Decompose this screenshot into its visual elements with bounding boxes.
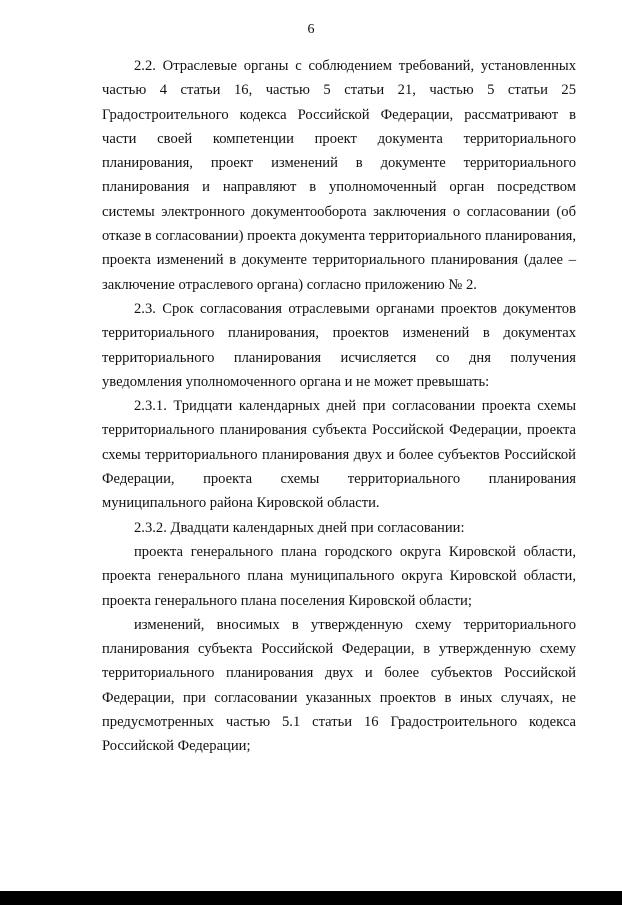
- paragraph-2-3-2: 2.3.2. Двадцати календарных дней при согласовании:: [134, 519, 465, 536]
- document-body: [102, 54, 576, 759]
- scan-bottom-edge: [0, 891, 622, 905]
- paragraph-2-2: 2.2. Отраслевые органы с соблюдением требований, установленных частью 4 статьи 16, частью 5 статьи 21, частью 5 статьи 25 Градостроительного кодекса Российской Федерации, рассматривают в части своей компетенции проект документа территориального планирования, проект изменений в документе территориального планирования и направляют в уполномоченный орган посредством системы электронного документооборота заключения о согласовании (об отказе в согласовании) проекта документа территориального планирования, проекта изменений в документе территориального планирования (далее – заключение отраслевого органа) согласно приложению № 2.: [102, 58, 576, 293]
- page-number: 6: [307, 22, 315, 37]
- paragraph-general-plans: проекта генерального плана городского округа Кировской области, проекта генерального плана муниципального округа Кировской области, проекта генерального плана поселения Кировской области;: [102, 543, 576, 609]
- paragraph-changes: изменений, вносимых в утвержденную схему территориального планирования субъекта Российской Федерации, в утвержденную схему территориального планирования двух и более субъектов Российской Федерации, при согласовании указанных проектов в иных случаях, не предусмотренных частью 5.1 статьи 16 Градостроительного кодекса Российской Федерации;: [102, 616, 576, 755]
- paragraph-2-3-1: 2.3.1. Тридцати календарных дней при согласовании проекта схемы территориального планирования субъекта Российской Федерации, проекта схемы территориального планирования двух и более субъектов Российской Федерации, проекта схемы территориального планирования муниципального района Кировской области.: [102, 398, 576, 512]
- paragraph-2-3: 2.3. Срок согласования отраслевыми органами проектов документов территориального планирования, проектов изменений в документах территориального планирования исчисляется со дня получения уведомления уполномоченного органа и не может превышать:: [102, 300, 576, 390]
